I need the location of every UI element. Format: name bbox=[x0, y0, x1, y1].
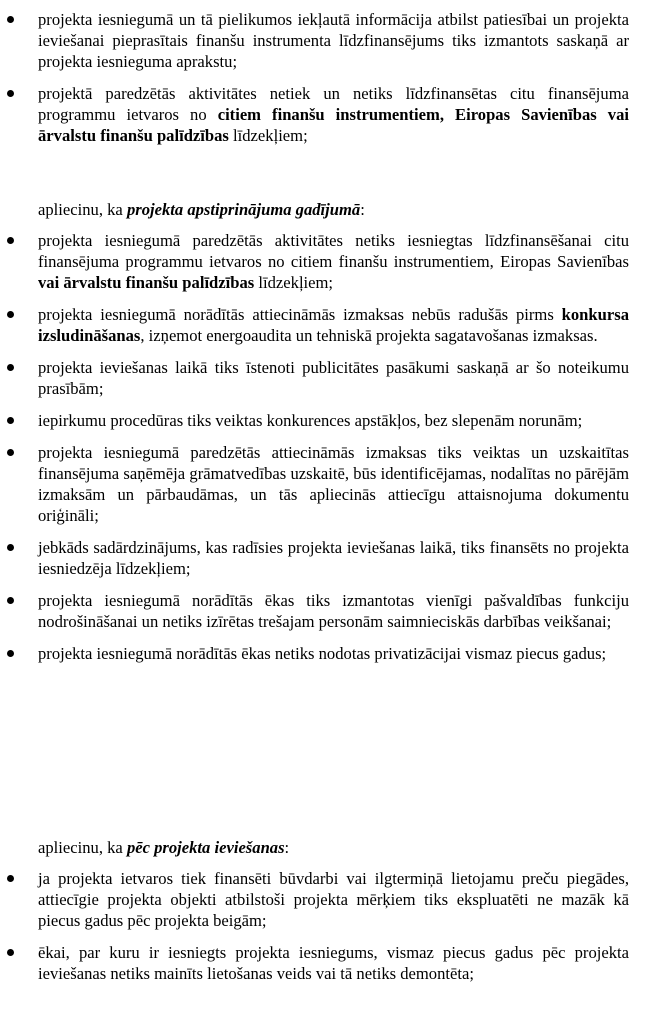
bullet-icon bbox=[7, 597, 14, 604]
bullet-list-approval-case bbox=[0, 230, 645, 675]
bold-text: konkursa izsludināšanas bbox=[38, 305, 629, 345]
item-text: projekta iesniegumā paredzētās aktivitātes netiks iesniegtas līdzfinansēšanai citu finansējuma programmu ietvaros no citiem finanšu instrumentiem, Eiropas Savienības bbox=[38, 231, 629, 271]
bullet-icon bbox=[7, 544, 14, 551]
item-text: projekta iesniegumā paredzētās attiecināmās izmaksas tiks veiktas un uzskaitītas finansējuma saņēmēja grāmatvedības uzskaitē, būs identificējamas, nodalītas no pārējām izmaksām un pārbaudāmas, un tās apliecinās attiecīgu attaisnojuma dokumentu oriģināli; bbox=[38, 443, 629, 525]
bold-text: citiem finanšu instrumentiem, Eiropas Savienības vai ārvalstu finanšu palīdzības bbox=[38, 105, 629, 145]
bullet-list-declarations bbox=[0, 9, 645, 157]
item-text: projekta iesniegumā un tā pielikumos iekļautā informācija atbilst patiesībai un projekta ieviešanai pieprasītais finanšu instrumenta līdzfinansējums tiks izmantots saskaņā ar projekta iesnieguma aprakstu; bbox=[38, 10, 629, 71]
item-text: līdzekļiem; bbox=[254, 273, 334, 292]
list-item bbox=[0, 537, 629, 579]
intro-emphasis: pēc projekta ieviešanas bbox=[126, 838, 285, 857]
item-text: , izņemot energoaudita un tehniskā projekta sagatavošanas izmaksas. bbox=[140, 326, 598, 345]
intro-prefix: apliecinu, ka bbox=[38, 838, 127, 857]
intro-suffix: : bbox=[360, 200, 365, 219]
bullet-icon bbox=[7, 90, 14, 97]
bullet-list-after-implementation bbox=[0, 868, 645, 995]
bullet-icon bbox=[7, 949, 14, 956]
bullet-icon bbox=[7, 650, 14, 657]
list-item bbox=[0, 9, 629, 72]
bullet-icon bbox=[7, 237, 14, 244]
item-text: projekta iesniegumā norādītās attiecināmās izmaksas nebūs radušās pirms bbox=[38, 305, 562, 324]
list-item bbox=[0, 868, 629, 931]
bullet-icon bbox=[7, 16, 14, 23]
list-item bbox=[0, 643, 629, 664]
item-text: jebkāds sadārdzinājums, kas radīsies projekta ieviešanas laikā, tiks finansēts no projekta iesniedzēja līdzekļiem; bbox=[38, 538, 629, 578]
intro-prefix: apliecinu, ka bbox=[38, 200, 127, 219]
item-text: projekta iesniegumā norādītās ēkas tiks izmantotas vienīgi pašvaldības funkciju nodrošināšanai un netiks izīrētas trešajam personām saimnieciskās darbības veikšanai; bbox=[38, 591, 629, 631]
list-item bbox=[0, 442, 629, 526]
intro-suffix: : bbox=[284, 838, 290, 857]
bullet-icon bbox=[7, 449, 14, 456]
list-item bbox=[0, 942, 629, 984]
list-item bbox=[0, 83, 629, 146]
list-item bbox=[0, 304, 629, 346]
bullet-icon bbox=[7, 311, 14, 318]
bullet-icon bbox=[7, 875, 14, 882]
list-item bbox=[0, 410, 629, 431]
item-text: ēkai, par kuru ir iesniegts projekta iesniegums, vismaz piecus gadus pēc projekta ieviešanas netiks mainīts lietošanas veids vai tā netiks demontēta; bbox=[38, 943, 629, 983]
item-text: projekta iesniegumā norādītās ēkas netiks nodotas privatizācijai vismaz piecus gadus; bbox=[38, 644, 607, 663]
list-item bbox=[0, 590, 629, 632]
intro-emphasis: projekta apstiprinājuma gadījumā bbox=[126, 200, 361, 219]
bullet-icon bbox=[7, 364, 14, 371]
bold-text: vai ārvalstu finanšu palīdzības bbox=[38, 273, 255, 292]
list-item bbox=[0, 357, 629, 399]
section-intro-approval bbox=[38, 199, 629, 220]
item-text: līdzekļiem; bbox=[228, 126, 308, 145]
item-text: ja projekta ietvaros tiek finansēti būvdarbi vai ilgtermiņā lietojamu preču piegādes, attiecīgie projekta objekti atbilstoši projekta mērķiem tiks ekspluatēti ne mazāk kā piecus gadus pēc projekta beigām; bbox=[38, 869, 629, 930]
list-item bbox=[0, 230, 629, 293]
section-intro-after-implementation bbox=[38, 837, 629, 858]
bullet-icon bbox=[7, 417, 14, 424]
item-text: iepirkumu procedūras tiks veiktas konkurences apstākļos, bez slepenām norunām; bbox=[38, 411, 583, 430]
item-text: projektā paredzētās aktivitātes netiek un netiks līdzfinansētas citu finansējuma programmu ietvaros no bbox=[38, 84, 629, 124]
item-text: projekta ieviešanas laikā tiks īstenoti publicitātes pasākumi saskaņā ar šo noteikumu prasībām; bbox=[38, 358, 629, 398]
